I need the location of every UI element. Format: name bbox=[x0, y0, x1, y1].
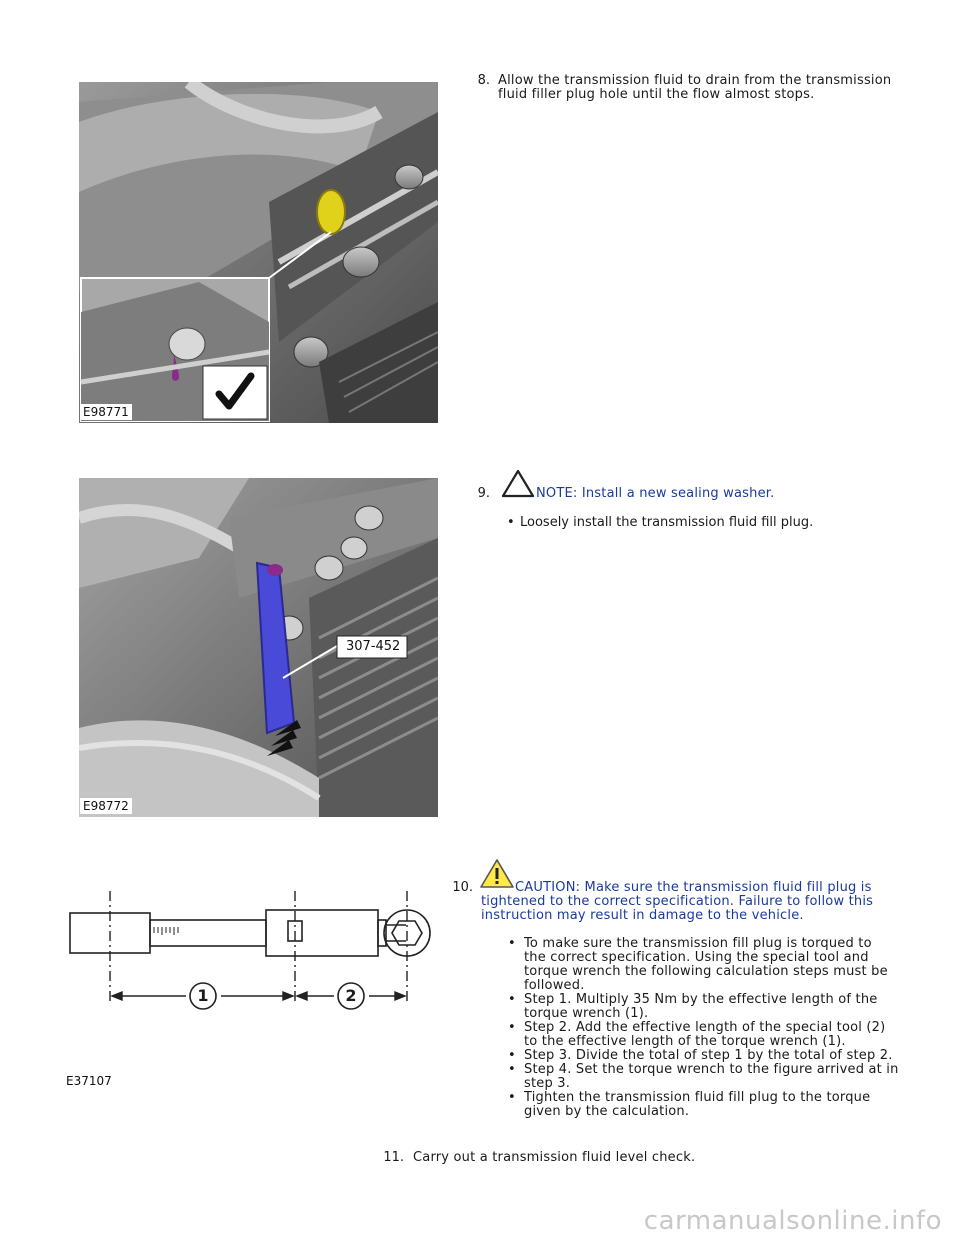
caution-line-3: instruction may result in damage to the vehicle. bbox=[481, 908, 804, 923]
caution-line-1: CAUTION: Make sure the transmission fluid fill plug is bbox=[515, 880, 872, 895]
step-9-figure-id: E98772 bbox=[80, 798, 132, 814]
step-10-diagram bbox=[66, 883, 446, 1093]
bullet-2-line-2: torque wrench (1). bbox=[524, 1006, 649, 1021]
step-8-text-line-2: fluid filler plug hole until the flow almost stops. bbox=[498, 87, 815, 102]
torque-wrench-diagram bbox=[66, 883, 446, 1093]
step-11-number: 11. bbox=[383, 1150, 404, 1165]
bullet-5-line-2: step 3. bbox=[524, 1076, 571, 1091]
step-8-text-line-1: Allow the transmission fluid to drain from the transmission bbox=[498, 73, 892, 88]
callout-1: 1 bbox=[197, 986, 209, 1005]
callout-2: 2 bbox=[345, 986, 357, 1005]
step-11-text: Carry out a transmission fluid level check. bbox=[413, 1150, 696, 1165]
bullet-3-line-1: Step 2. Add the effective length of the special tool (2) bbox=[524, 1020, 886, 1035]
step-10-number: 10. bbox=[452, 880, 473, 895]
step-10-figure-id: E37107 bbox=[66, 1074, 112, 1088]
bullet-1-line-1: To make sure the transmission fill plug is torqued to bbox=[524, 936, 872, 951]
bullet-2-line-1: Step 1. Multiply 35 Nm by the effective length of the bbox=[524, 992, 878, 1007]
caution-line-2: tightened to the correct specification. Failure to follow this bbox=[481, 894, 874, 909]
bullet-3-line-2: to the effective length of the torque wrench (1). bbox=[524, 1034, 846, 1049]
bullet-6-line-2: given by the calculation. bbox=[524, 1104, 690, 1119]
bullet-5-line-1: Step 4. Set the torque wrench to the figure arrived at in bbox=[524, 1062, 899, 1077]
transmission-drain-drawing bbox=[79, 82, 438, 423]
step-9-note: NOTE: Install a new sealing washer. bbox=[536, 486, 775, 501]
step-8-illustration bbox=[79, 82, 438, 423]
bullet-1-line-2: the correct specification. Using the special tool and bbox=[524, 950, 869, 965]
step-9-bullets bbox=[504, 516, 904, 530]
step-8-figure-id: E98771 bbox=[80, 404, 132, 420]
step-9-number: 9. bbox=[477, 486, 490, 501]
note-icon bbox=[500, 468, 536, 502]
caution-icon bbox=[478, 857, 516, 893]
bullet-1-line-3: torque wrench the following calculation steps must be bbox=[524, 964, 888, 979]
step-9-illustration bbox=[79, 478, 438, 817]
watermark: carmanualsonline.info bbox=[643, 1206, 942, 1236]
bullet-1-line-4: followed. bbox=[524, 978, 585, 993]
step-9-bullet: • Loosely install the transmission fluid fill plug. bbox=[504, 516, 904, 530]
tool-number-label: 307-452 bbox=[341, 639, 405, 655]
bullet-6-line-1: Tighten the transmission fluid fill plug to the torque bbox=[524, 1090, 871, 1105]
bullet-4-line-1: Step 3. Divide the total of step 1 by the total of step 2. bbox=[524, 1048, 893, 1063]
step-8-number: 8. bbox=[477, 73, 490, 88]
